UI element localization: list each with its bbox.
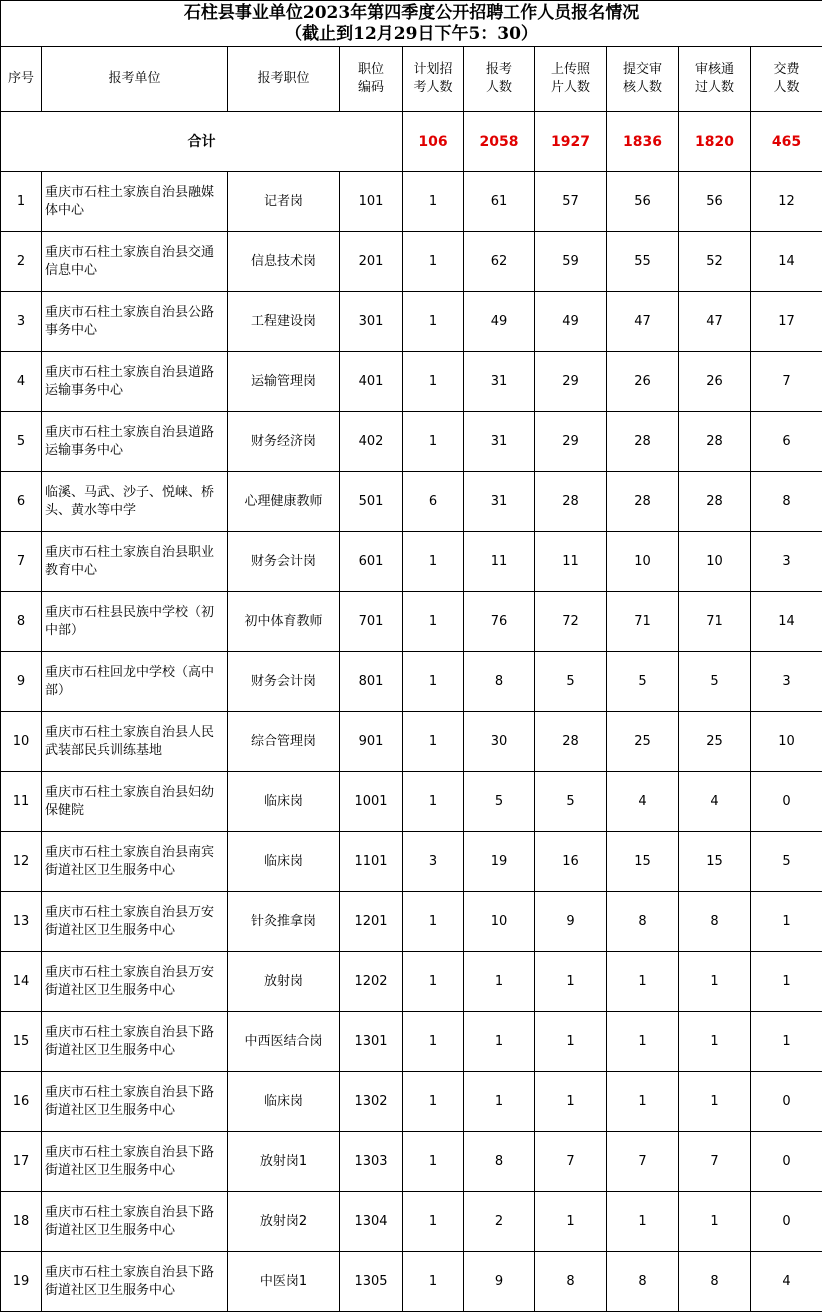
cell-position: 初中体育教师 (228, 592, 340, 652)
cell-photo: 9 (535, 892, 607, 952)
cell-paid: 4 (751, 1252, 822, 1312)
cell-approved: 56 (679, 172, 751, 232)
cell-code: 1305 (340, 1252, 403, 1312)
cell-plan: 1 (403, 1012, 464, 1072)
cell-paid: 0 (751, 1132, 822, 1192)
table-row (1, 412, 822, 472)
cell-submitted: 8 (607, 1252, 679, 1312)
cell-applied: 8 (464, 652, 535, 712)
cell-position: 信息技术岗 (228, 232, 340, 292)
table-row (1, 592, 822, 652)
cell-paid: 1 (751, 952, 822, 1012)
cell-code: 402 (340, 412, 403, 472)
table-row (1, 352, 822, 412)
cell-plan: 1 (403, 352, 464, 412)
total-row (1, 112, 822, 172)
cell-unit: 重庆市石柱土家族自治县人民武装部民兵训练基地 (42, 712, 228, 772)
cell-applied: 31 (464, 352, 535, 412)
cell-seq: 6 (1, 472, 42, 532)
header-submitted: 提交审 核人数 (607, 47, 679, 112)
cell-photo: 28 (535, 712, 607, 772)
cell-unit: 重庆市石柱土家族自治县道路运输事务中心 (42, 352, 228, 412)
cell-approved: 25 (679, 712, 751, 772)
cell-code: 301 (340, 292, 403, 352)
header-position: 报考职位 (228, 47, 340, 112)
cell-seq: 19 (1, 1252, 42, 1312)
header-paid: 交费 人数 (751, 47, 822, 112)
cell-seq: 12 (1, 832, 42, 892)
cell-plan: 3 (403, 832, 464, 892)
cell-plan: 6 (403, 472, 464, 532)
cell-code: 1202 (340, 952, 403, 1012)
cell-position: 放射岗 (228, 952, 340, 1012)
total-label: 合计 (1, 112, 403, 172)
cell-unit: 重庆市石柱县民族中学校（初中部） (42, 592, 228, 652)
cell-approved: 4 (679, 772, 751, 832)
cell-code: 901 (340, 712, 403, 772)
cell-plan: 1 (403, 892, 464, 952)
cell-paid: 17 (751, 292, 822, 352)
cell-submitted: 1 (607, 952, 679, 1012)
cell-plan: 1 (403, 412, 464, 472)
cell-photo: 29 (535, 352, 607, 412)
page-title (1, 1, 822, 47)
total-paid: 465 (751, 112, 822, 172)
header-approved: 审核通 过人数 (679, 47, 751, 112)
cell-position: 中医岗1 (228, 1252, 340, 1312)
cell-photo: 11 (535, 532, 607, 592)
cell-photo: 5 (535, 772, 607, 832)
cell-unit: 重庆市石柱土家族自治县南宾街道社区卫生服务中心 (42, 832, 228, 892)
cell-unit: 重庆市石柱土家族自治县职业教育中心 (42, 532, 228, 592)
cell-plan: 1 (403, 952, 464, 1012)
cell-approved: 1 (679, 1072, 751, 1132)
cell-photo: 1 (535, 1192, 607, 1252)
cell-photo: 28 (535, 472, 607, 532)
cell-submitted: 1 (607, 1012, 679, 1072)
cell-unit: 重庆市石柱土家族自治县下路街道社区卫生服务中心 (42, 1072, 228, 1132)
total-plan: 106 (403, 112, 464, 172)
cell-unit: 重庆市石柱土家族自治县万安街道社区卫生服务中心 (42, 952, 228, 1012)
table-row (1, 292, 822, 352)
cell-plan: 1 (403, 1072, 464, 1132)
cell-submitted: 28 (607, 412, 679, 472)
table-row (1, 1012, 822, 1072)
header-code: 职位 编码 (340, 47, 403, 112)
cell-approved: 10 (679, 532, 751, 592)
cell-applied: 62 (464, 232, 535, 292)
cell-seq: 14 (1, 952, 42, 1012)
cell-applied: 31 (464, 412, 535, 472)
header-unit: 报考单位 (42, 47, 228, 112)
cell-submitted: 28 (607, 472, 679, 532)
cell-seq: 1 (1, 172, 42, 232)
cell-submitted: 26 (607, 352, 679, 412)
table-row (1, 1252, 822, 1312)
cell-paid: 1 (751, 1012, 822, 1072)
cell-plan: 1 (403, 1132, 464, 1192)
cell-approved: 52 (679, 232, 751, 292)
cell-applied: 2 (464, 1192, 535, 1252)
cell-code: 401 (340, 352, 403, 412)
cell-code: 1201 (340, 892, 403, 952)
cell-position: 临床岗 (228, 772, 340, 832)
cell-seq: 9 (1, 652, 42, 712)
table-row (1, 472, 822, 532)
cell-photo: 49 (535, 292, 607, 352)
table-row (1, 652, 822, 712)
cell-paid: 1 (751, 892, 822, 952)
table-row (1, 952, 822, 1012)
cell-unit: 重庆市石柱土家族自治县下路街道社区卫生服务中心 (42, 1012, 228, 1072)
table-row (1, 892, 822, 952)
cell-photo: 57 (535, 172, 607, 232)
cell-plan: 1 (403, 1192, 464, 1252)
cell-approved: 26 (679, 352, 751, 412)
cell-applied: 11 (464, 532, 535, 592)
cell-position: 临床岗 (228, 1072, 340, 1132)
cell-approved: 1 (679, 1192, 751, 1252)
cell-submitted: 8 (607, 892, 679, 952)
cell-submitted: 10 (607, 532, 679, 592)
cell-approved: 7 (679, 1132, 751, 1192)
cell-applied: 30 (464, 712, 535, 772)
cell-seq: 11 (1, 772, 42, 832)
cell-submitted: 7 (607, 1132, 679, 1192)
cell-position: 记者岗 (228, 172, 340, 232)
cell-submitted: 56 (607, 172, 679, 232)
cell-code: 1001 (340, 772, 403, 832)
cell-seq: 7 (1, 532, 42, 592)
cell-plan: 1 (403, 172, 464, 232)
cell-seq: 2 (1, 232, 42, 292)
cell-position: 财务经济岗 (228, 412, 340, 472)
cell-photo: 59 (535, 232, 607, 292)
cell-photo: 7 (535, 1132, 607, 1192)
cell-unit: 临溪、马武、沙子、悦崃、桥头、黄水等中学 (42, 472, 228, 532)
table-row (1, 1192, 822, 1252)
cell-plan: 1 (403, 712, 464, 772)
cell-unit: 重庆市石柱土家族自治县下路街道社区卫生服务中心 (42, 1132, 228, 1192)
cell-photo: 1 (535, 1072, 607, 1132)
cell-applied: 61 (464, 172, 535, 232)
cell-unit: 重庆市石柱土家族自治县道路运输事务中心 (42, 412, 228, 472)
cell-paid: 0 (751, 772, 822, 832)
cell-paid: 14 (751, 592, 822, 652)
cell-paid: 7 (751, 352, 822, 412)
cell-photo: 5 (535, 652, 607, 712)
cell-plan: 1 (403, 232, 464, 292)
cell-plan: 1 (403, 292, 464, 352)
cell-paid: 12 (751, 172, 822, 232)
cell-seq: 13 (1, 892, 42, 952)
total-approved: 1820 (679, 112, 751, 172)
cell-seq: 18 (1, 1192, 42, 1252)
cell-paid: 0 (751, 1192, 822, 1252)
cell-code: 801 (340, 652, 403, 712)
header-seq: 序号 (1, 47, 42, 112)
cell-code: 1301 (340, 1012, 403, 1072)
cell-position: 放射岗2 (228, 1192, 340, 1252)
table-row (1, 172, 822, 232)
cell-submitted: 1 (607, 1192, 679, 1252)
cell-code: 101 (340, 172, 403, 232)
cell-plan: 1 (403, 592, 464, 652)
cell-position: 心理健康教师 (228, 472, 340, 532)
cell-seq: 10 (1, 712, 42, 772)
cell-seq: 17 (1, 1132, 42, 1192)
cell-photo: 1 (535, 952, 607, 1012)
cell-submitted: 25 (607, 712, 679, 772)
cell-applied: 9 (464, 1252, 535, 1312)
header-plan: 计划招 考人数 (403, 47, 464, 112)
cell-submitted: 1 (607, 1072, 679, 1132)
cell-photo: 16 (535, 832, 607, 892)
cell-photo: 29 (535, 412, 607, 472)
title-line-2: （截止到12月29日下午5：30） (1, 24, 822, 45)
cell-unit: 重庆市石柱回龙中学校（高中部） (42, 652, 228, 712)
cell-code: 501 (340, 472, 403, 532)
cell-approved: 1 (679, 1012, 751, 1072)
cell-seq: 15 (1, 1012, 42, 1072)
cell-code: 701 (340, 592, 403, 652)
cell-unit: 重庆市石柱土家族自治县交通信息中心 (42, 232, 228, 292)
cell-applied: 1 (464, 1012, 535, 1072)
cell-applied: 8 (464, 1132, 535, 1192)
table-row (1, 1072, 822, 1132)
cell-approved: 28 (679, 412, 751, 472)
cell-position: 针灸推拿岗 (228, 892, 340, 952)
cell-position: 财务会计岗 (228, 652, 340, 712)
cell-code: 201 (340, 232, 403, 292)
cell-paid: 8 (751, 472, 822, 532)
cell-plan: 1 (403, 1252, 464, 1312)
cell-submitted: 4 (607, 772, 679, 832)
cell-position: 工程建设岗 (228, 292, 340, 352)
table-row (1, 772, 822, 832)
cell-photo: 72 (535, 592, 607, 652)
cell-applied: 1 (464, 952, 535, 1012)
cell-submitted: 5 (607, 652, 679, 712)
cell-submitted: 47 (607, 292, 679, 352)
header-photo: 上传照 片人数 (535, 47, 607, 112)
cell-submitted: 55 (607, 232, 679, 292)
cell-code: 1303 (340, 1132, 403, 1192)
cell-unit: 重庆市石柱土家族自治县万安街道社区卫生服务中心 (42, 892, 228, 952)
total-applied: 2058 (464, 112, 535, 172)
cell-unit: 重庆市石柱土家族自治县妇幼保健院 (42, 772, 228, 832)
cell-photo: 1 (535, 1012, 607, 1072)
cell-submitted: 15 (607, 832, 679, 892)
cell-unit: 重庆市石柱土家族自治县下路街道社区卫生服务中心 (42, 1252, 228, 1312)
cell-plan: 1 (403, 532, 464, 592)
cell-applied: 19 (464, 832, 535, 892)
cell-approved: 15 (679, 832, 751, 892)
cell-approved: 8 (679, 892, 751, 952)
total-submitted: 1836 (607, 112, 679, 172)
cell-plan: 1 (403, 772, 464, 832)
cell-plan: 1 (403, 652, 464, 712)
cell-submitted: 71 (607, 592, 679, 652)
cell-position: 财务会计岗 (228, 532, 340, 592)
cell-code: 1302 (340, 1072, 403, 1132)
cell-position: 综合管理岗 (228, 712, 340, 772)
cell-approved: 8 (679, 1252, 751, 1312)
cell-applied: 49 (464, 292, 535, 352)
header-applied: 报考 人数 (464, 47, 535, 112)
cell-approved: 71 (679, 592, 751, 652)
cell-code: 1101 (340, 832, 403, 892)
cell-seq: 8 (1, 592, 42, 652)
cell-paid: 3 (751, 532, 822, 592)
table-row (1, 532, 822, 592)
cell-seq: 4 (1, 352, 42, 412)
cell-unit: 重庆市石柱土家族自治县融媒体中心 (42, 172, 228, 232)
cell-seq: 16 (1, 1072, 42, 1132)
cell-seq: 5 (1, 412, 42, 472)
cell-paid: 5 (751, 832, 822, 892)
cell-applied: 76 (464, 592, 535, 652)
table-row (1, 832, 822, 892)
cell-applied: 1 (464, 1072, 535, 1132)
cell-position: 中西医结合岗 (228, 1012, 340, 1072)
cell-paid: 0 (751, 1072, 822, 1132)
cell-applied: 10 (464, 892, 535, 952)
cell-paid: 14 (751, 232, 822, 292)
cell-approved: 28 (679, 472, 751, 532)
cell-applied: 31 (464, 472, 535, 532)
cell-seq: 3 (1, 292, 42, 352)
cell-approved: 1 (679, 952, 751, 1012)
cell-position: 临床岗 (228, 832, 340, 892)
cell-photo: 8 (535, 1252, 607, 1312)
title-line-1: 石柱县事业单位2023年第四季度公开招聘工作人员报名情况 (1, 3, 822, 24)
cell-position: 运输管理岗 (228, 352, 340, 412)
cell-position: 放射岗1 (228, 1132, 340, 1192)
cell-code: 1304 (340, 1192, 403, 1252)
table-row (1, 1132, 822, 1192)
title-row (1, 1, 822, 47)
header-row (1, 47, 822, 112)
cell-code: 601 (340, 532, 403, 592)
total-photo: 1927 (535, 112, 607, 172)
cell-paid: 10 (751, 712, 822, 772)
table-row (1, 232, 822, 292)
cell-paid: 3 (751, 652, 822, 712)
cell-unit: 重庆市石柱土家族自治县公路事务中心 (42, 292, 228, 352)
cell-unit: 重庆市石柱土家族自治县下路街道社区卫生服务中心 (42, 1192, 228, 1252)
cell-applied: 5 (464, 772, 535, 832)
cell-approved: 47 (679, 292, 751, 352)
table-row (1, 712, 822, 772)
cell-paid: 6 (751, 412, 822, 472)
cell-approved: 5 (679, 652, 751, 712)
